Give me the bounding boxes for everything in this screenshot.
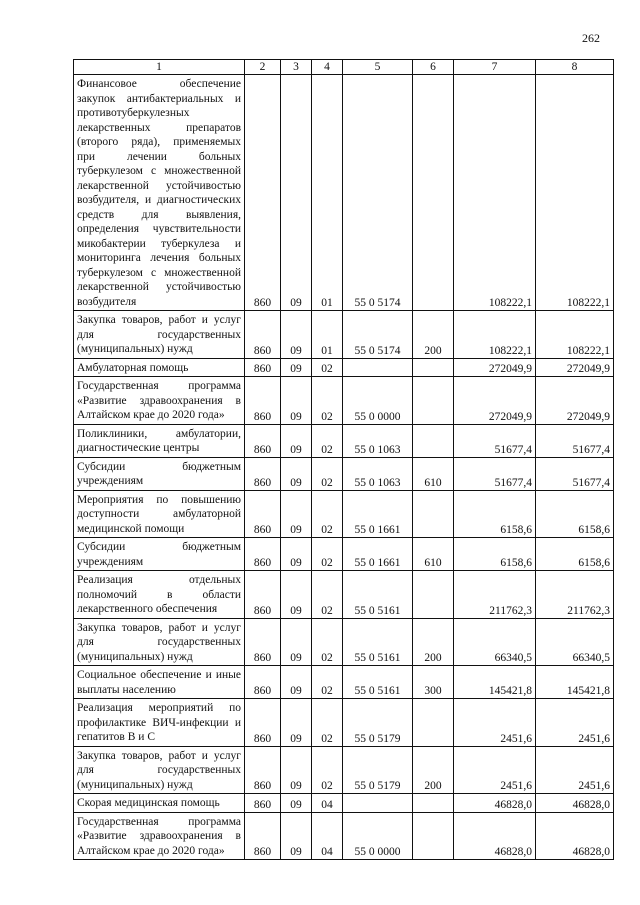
table-row xyxy=(74,377,614,425)
cell-rz: 09 xyxy=(281,699,312,747)
cell-vr xyxy=(413,377,454,425)
cell-name xyxy=(74,699,245,747)
cell-csr xyxy=(343,358,413,377)
cell-rz: 09 xyxy=(281,358,312,377)
cell-vr xyxy=(413,490,454,538)
cell-rz: 09 xyxy=(281,618,312,666)
cell-ved: 860 xyxy=(245,746,281,794)
header-cell: 4 xyxy=(312,60,343,75)
cell-vr xyxy=(413,571,454,619)
cell-csr: 55 0 0000 xyxy=(343,377,413,425)
cell-pr: 02 xyxy=(312,571,343,619)
cell-name xyxy=(74,746,245,794)
row-label: Социальное обеспечение и иные выплаты населению xyxy=(77,669,241,696)
cell-rz: 09 xyxy=(281,311,312,359)
cell-ved: 860 xyxy=(245,311,281,359)
header-cell: 3 xyxy=(281,60,312,75)
cell-ved: 860 xyxy=(245,618,281,666)
cell-csr: 55 0 1063 xyxy=(343,424,413,457)
cell-ved: 860 xyxy=(245,812,281,860)
cell-sum2: 2451,6 xyxy=(536,746,614,794)
cell-vr: 200 xyxy=(413,618,454,666)
table-row xyxy=(74,424,614,457)
table-row xyxy=(74,746,614,794)
cell-csr: 55 0 5179 xyxy=(343,699,413,747)
cell-sum1: 272049,9 xyxy=(454,358,536,377)
row-label: Закупка товаров, работ и услуг для государственных (муниципальных) нужд xyxy=(77,314,241,355)
row-label: Реализация отдельных полномочий в области лекарственного обеспечения xyxy=(77,574,241,615)
cell-sum1: 66340,5 xyxy=(454,618,536,666)
cell-sum1: 6158,6 xyxy=(454,490,536,538)
page-number: 262 xyxy=(582,31,600,45)
cell-sum1: 145421,8 xyxy=(454,666,536,699)
header-cell: 5 xyxy=(343,60,413,75)
header-cell: 7 xyxy=(454,60,536,75)
cell-pr: 02 xyxy=(312,358,343,377)
cell-csr: 55 0 5174 xyxy=(343,75,413,311)
row-label: Поликлиники, амбулатории, диагностические центры xyxy=(77,427,241,454)
cell-ved: 860 xyxy=(245,490,281,538)
table-row xyxy=(74,666,614,699)
cell-sum2: 6158,6 xyxy=(536,538,614,571)
cell-vr xyxy=(413,424,454,457)
cell-name xyxy=(74,618,245,666)
cell-sum1: 46828,0 xyxy=(454,794,536,813)
cell-sum2: 46828,0 xyxy=(536,794,614,813)
cell-csr: 55 0 5161 xyxy=(343,618,413,666)
header-cell: 1 xyxy=(74,60,245,75)
cell-rz: 09 xyxy=(281,424,312,457)
cell-rz: 09 xyxy=(281,794,312,813)
cell-sum1: 108222,1 xyxy=(454,311,536,359)
cell-vr xyxy=(413,794,454,813)
cell-sum1: 272049,9 xyxy=(454,377,536,425)
cell-csr: 55 0 5174 xyxy=(343,311,413,359)
cell-vr: 300 xyxy=(413,666,454,699)
cell-sum2: 145421,8 xyxy=(536,666,614,699)
cell-sum1: 46828,0 xyxy=(454,812,536,860)
cell-name xyxy=(74,358,245,377)
cell-name xyxy=(74,424,245,457)
cell-pr: 02 xyxy=(312,618,343,666)
cell-sum1: 2451,6 xyxy=(454,699,536,747)
table-row xyxy=(74,311,614,359)
cell-pr: 04 xyxy=(312,812,343,860)
cell-pr: 02 xyxy=(312,490,343,538)
cell-csr: 55 0 1661 xyxy=(343,538,413,571)
cell-sum2: 66340,5 xyxy=(536,618,614,666)
cell-ved: 860 xyxy=(245,699,281,747)
table-row xyxy=(74,699,614,747)
cell-sum2: 51677,4 xyxy=(536,424,614,457)
cell-csr: 55 0 1661 xyxy=(343,490,413,538)
row-label: Финансовое обеспечение закупок антибактериальных и противотуберкулезных лекарственных препаратов (второго ряда), применяемых при лечении больных туберкулезом с множественной лекарственной устойчивостью возбудителя, и диагностических средств для выявления, определения чувствительности микобактерии туберкулеза и мониторинга лечения больных туберкулезом с множественной лекарственной устойчивостью возбудителя xyxy=(77,78,241,308)
row-label: Скорая медицинская помощь xyxy=(77,797,220,809)
cell-sum1: 108222,1 xyxy=(454,75,536,311)
cell-ved: 860 xyxy=(245,538,281,571)
cell-rz: 09 xyxy=(281,812,312,860)
cell-pr: 01 xyxy=(312,311,343,359)
cell-pr: 02 xyxy=(312,666,343,699)
cell-ved: 860 xyxy=(245,424,281,457)
cell-csr: 55 0 5161 xyxy=(343,666,413,699)
row-label: Государственная программа «Развитие здравоохранения в Алтайском крае до 2020 года» xyxy=(77,815,241,857)
cell-rz: 09 xyxy=(281,377,312,425)
cell-name xyxy=(74,812,245,860)
cell-rz: 09 xyxy=(281,666,312,699)
table-row xyxy=(74,618,614,666)
cell-vr: 200 xyxy=(413,746,454,794)
cell-rz: 09 xyxy=(281,538,312,571)
cell-pr: 02 xyxy=(312,457,343,490)
header-cell: 2 xyxy=(245,60,281,75)
header-cell: 6 xyxy=(413,60,454,75)
cell-sum2: 6158,6 xyxy=(536,490,614,538)
table-row xyxy=(74,571,614,619)
row-label: Закупка товаров, работ и услуг для государственных (муниципальных) нужд xyxy=(77,749,241,791)
cell-sum1: 6158,6 xyxy=(454,538,536,571)
cell-name xyxy=(74,75,245,311)
cell-rz: 09 xyxy=(281,75,312,311)
cell-vr: 610 xyxy=(413,538,454,571)
cell-sum1: 51677,4 xyxy=(454,424,536,457)
cell-pr: 02 xyxy=(312,377,343,425)
cell-ved: 860 xyxy=(245,794,281,813)
cell-pr: 01 xyxy=(312,75,343,311)
cell-pr: 02 xyxy=(312,746,343,794)
cell-name xyxy=(74,457,245,490)
cell-sum2: 108222,1 xyxy=(536,75,614,311)
cell-csr: 55 0 5161 xyxy=(343,571,413,619)
cell-sum2: 2451,6 xyxy=(536,699,614,747)
cell-sum2: 51677,4 xyxy=(536,457,614,490)
cell-sum1: 211762,3 xyxy=(454,571,536,619)
cell-vr xyxy=(413,75,454,311)
cell-sum2: 272049,9 xyxy=(536,377,614,425)
cell-name xyxy=(74,377,245,425)
cell-name xyxy=(74,311,245,359)
cell-name xyxy=(74,538,245,571)
table-row xyxy=(74,490,614,538)
cell-csr: 55 0 0000 xyxy=(343,812,413,860)
cell-vr xyxy=(413,812,454,860)
header-row xyxy=(74,60,614,75)
cell-sum2: 46828,0 xyxy=(536,812,614,860)
table-row xyxy=(74,812,614,860)
cell-vr xyxy=(413,358,454,377)
row-label: Закупка товаров, работ и услуг для государственных (муниципальных) нужд xyxy=(77,621,241,663)
cell-sum2: 272049,9 xyxy=(536,358,614,377)
cell-name xyxy=(74,571,245,619)
table-row xyxy=(74,794,614,813)
cell-rz: 09 xyxy=(281,746,312,794)
cell-pr: 02 xyxy=(312,538,343,571)
cell-pr: 02 xyxy=(312,699,343,747)
cell-sum1: 51677,4 xyxy=(454,457,536,490)
row-label: Мероприятия по повышению доступности амбулаторной медицинской помощи xyxy=(77,493,241,535)
budget-table xyxy=(73,59,614,860)
table-row xyxy=(74,457,614,490)
cell-vr: 610 xyxy=(413,457,454,490)
cell-pr: 04 xyxy=(312,794,343,813)
cell-ved: 860 xyxy=(245,358,281,377)
table-row xyxy=(74,358,614,377)
cell-name xyxy=(74,666,245,699)
cell-csr: 55 0 5179 xyxy=(343,746,413,794)
cell-csr: 55 0 1063 xyxy=(343,457,413,490)
cell-ved: 860 xyxy=(245,75,281,311)
cell-rz: 09 xyxy=(281,490,312,538)
cell-vr: 200 xyxy=(413,311,454,359)
cell-name xyxy=(74,794,245,813)
table-row xyxy=(74,538,614,571)
cell-ved: 860 xyxy=(245,666,281,699)
cell-sum2: 108222,1 xyxy=(536,311,614,359)
cell-vr xyxy=(413,699,454,747)
cell-ved: 860 xyxy=(245,571,281,619)
header-cell: 8 xyxy=(536,60,614,75)
cell-ved: 860 xyxy=(245,457,281,490)
row-label: Субсидии бюджетным учреждениям xyxy=(77,460,241,487)
cell-sum2: 211762,3 xyxy=(536,571,614,619)
cell-sum1: 2451,6 xyxy=(454,746,536,794)
row-label: Амбулаторная помощь xyxy=(77,361,189,374)
cell-rz: 09 xyxy=(281,571,312,619)
cell-csr xyxy=(343,794,413,813)
table-row xyxy=(74,75,614,311)
cell-pr: 02 xyxy=(312,424,343,457)
row-label: Субсидии бюджетным учреждениям xyxy=(77,541,241,568)
cell-ved: 860 xyxy=(245,377,281,425)
cell-name xyxy=(74,490,245,538)
row-label: Государственная программа «Развитие здравоохранения в Алтайском крае до 2020 года» xyxy=(77,380,241,421)
cell-rz: 09 xyxy=(281,457,312,490)
row-label: Реализация мероприятий по профилактике ВИЧ-инфекции и гепатитов В и С xyxy=(77,702,241,743)
